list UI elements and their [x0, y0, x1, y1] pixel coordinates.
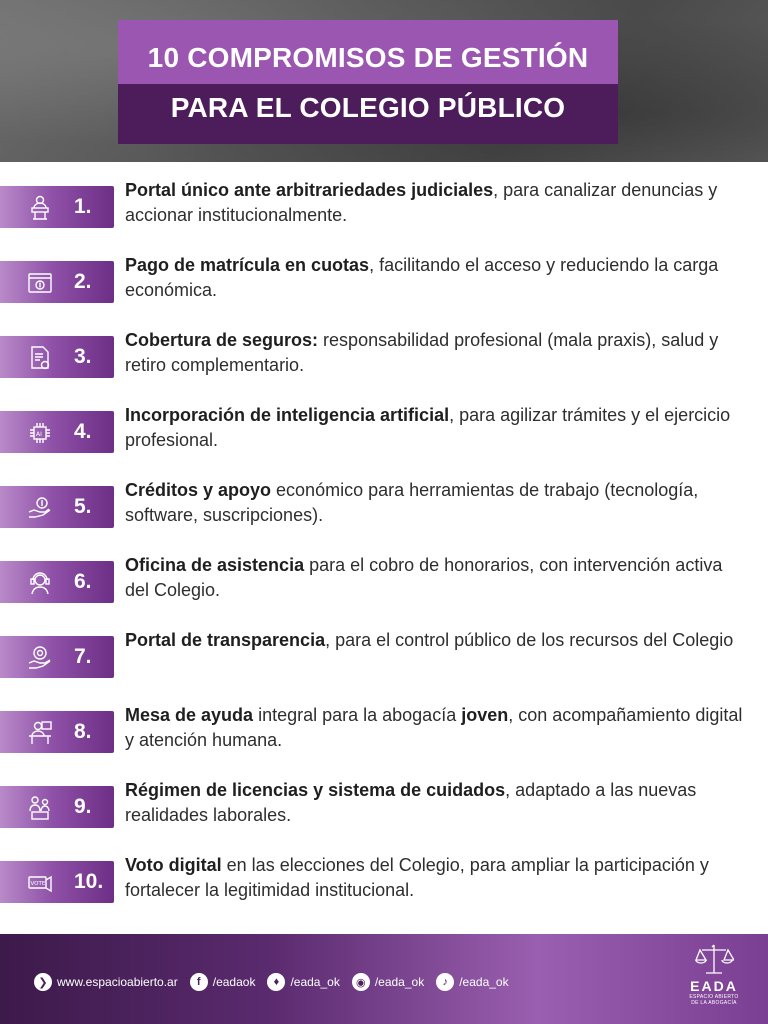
item-bold-text: Cobertura de seguros:	[125, 330, 319, 350]
help-desk-icon	[26, 719, 54, 747]
item-number: 4.	[74, 420, 92, 443]
svg-text:AI: AI	[36, 431, 42, 438]
item-rest-text: en las elecciones del Colegio, para ampliar la participación y fortalecer la legitimidad institucional.	[125, 855, 709, 900]
item-number: 10.	[74, 870, 104, 893]
social-links	[34, 972, 521, 992]
item-badge	[0, 636, 114, 678]
item-badge	[0, 411, 114, 453]
arrow-icon: ❯	[34, 973, 52, 991]
item-text	[125, 703, 750, 753]
item-bold-text: Incorporación de inteligencia artificial	[125, 405, 450, 425]
item-rest-text: , facilitando el acceso y reduciendo la carga económica.	[125, 255, 719, 300]
tiktok-link[interactable]	[436, 973, 508, 991]
money-hand-icon	[26, 494, 54, 522]
list-item	[0, 174, 768, 234]
ai-chip-icon	[26, 419, 54, 447]
item-rest-text: responsabilidad profesional (mala praxis), salud y retiro complementario.	[125, 330, 719, 375]
item-rest-text: económico para herramientas de trabajo (tecnología, software, suscripciones).	[125, 480, 699, 525]
item-mid-text: integral para la abogacía	[253, 705, 462, 725]
item-text	[125, 478, 750, 528]
tiktok-label: /eada_ok	[459, 975, 509, 989]
title-line-1: 10 COMPROMISOS DE GESTIÓN	[118, 20, 618, 84]
item-text	[125, 628, 750, 653]
item-bold-text: Voto digital	[125, 855, 222, 875]
item-number: 7.	[74, 645, 92, 668]
website-label: www.espacioabierto.ar	[57, 975, 178, 989]
item-badge	[0, 336, 114, 378]
item-number: 3.	[74, 345, 92, 368]
header-banner	[0, 0, 768, 162]
facebook-label: /eadaok	[212, 975, 256, 989]
item-text	[125, 553, 750, 603]
eada-logo	[684, 942, 744, 1018]
item-badge	[0, 186, 114, 228]
svg-text:VOTE: VOTE	[30, 881, 46, 887]
care-family-icon	[26, 794, 54, 822]
list-item	[0, 324, 768, 384]
judge-podium-icon	[26, 194, 54, 222]
item-number: 1.	[74, 195, 92, 218]
item-badge	[0, 711, 114, 753]
item-bold-text: Portal único ante arbitrariedades judiciales	[125, 180, 494, 200]
list-item	[0, 699, 768, 759]
item-text	[125, 178, 750, 228]
list-item	[0, 399, 768, 459]
scales-icon	[694, 942, 734, 978]
item-bold-text: Régimen de licencias y sistema de cuidados	[125, 780, 506, 800]
item-bold-text: Portal de transparencia	[125, 630, 326, 650]
item-rest-text: , adaptado a las nuevas realidades laborales.	[125, 780, 697, 825]
list-item	[0, 249, 768, 309]
headset-support-icon	[26, 569, 54, 597]
item-badge	[0, 561, 114, 603]
item-badge	[0, 261, 114, 303]
item-text	[125, 253, 750, 303]
list-item	[0, 774, 768, 834]
list-item	[0, 849, 768, 909]
logo-word: EADA	[690, 978, 738, 994]
list-item	[0, 549, 768, 609]
item-text	[125, 403, 750, 453]
item-bold-text: Pago de matrícula en cuotas	[125, 255, 370, 275]
item-text	[125, 853, 750, 903]
item-rest-text: , con acompañamiento digital y atención humana.	[125, 705, 743, 750]
item-rest-text: , para canalizar denuncias y accionar institucionalmente.	[125, 180, 718, 225]
facebook-link[interactable]	[190, 973, 256, 991]
instagram-label: /eada_ok	[374, 975, 425, 989]
item-text	[125, 328, 750, 378]
vote-phone-icon	[26, 869, 54, 897]
facebook-icon: f	[190, 973, 208, 991]
item-number: 2.	[74, 270, 92, 293]
title-line-2: PARA EL COLEGIO PÚBLICO	[118, 84, 618, 144]
item-badge	[0, 486, 114, 528]
list-item	[0, 624, 768, 684]
item-bold-text: Créditos y apoyo	[125, 480, 272, 500]
tiktok-icon: ♪	[436, 973, 454, 991]
page-title	[118, 20, 618, 144]
item-badge	[0, 786, 114, 828]
item-number: 9.	[74, 795, 92, 818]
payment-card-icon	[26, 269, 54, 297]
item-number: 5.	[74, 495, 92, 518]
twitter-icon: ♦	[267, 973, 285, 991]
logo-subtitle-2: DE LA ABOGACÍA	[691, 1000, 737, 1006]
item-badge	[0, 861, 114, 903]
item-bold-text: Mesa de ayuda	[125, 705, 254, 725]
item-rest-text: para el cobro de honorarios, con intervención activa del Colegio.	[125, 555, 723, 600]
item-bold-text: Oficina de asistencia	[125, 555, 305, 575]
item-rest-text: , para el control público de los recursos del Colegio	[325, 630, 734, 650]
twitter-label: /eada_ok	[290, 975, 340, 989]
insurance-document-icon	[26, 344, 54, 372]
footer	[0, 934, 768, 1024]
item-number: 6.	[74, 570, 92, 593]
instagram-link[interactable]	[352, 973, 424, 991]
website-link[interactable]	[34, 973, 178, 991]
item-text	[125, 778, 750, 828]
logo-subtitle-1: ESPACIO ABIERTO	[689, 994, 739, 1000]
twitter-link[interactable]	[267, 973, 339, 991]
item-number: 8.	[74, 720, 92, 743]
instagram-icon: ◉	[352, 973, 370, 991]
item-rest-text: , para agilizar trámites y el ejercicio profesional.	[125, 405, 731, 450]
transparency-hand-icon	[26, 644, 54, 672]
item-bold-text-2: joven	[461, 705, 509, 725]
list-item	[0, 474, 768, 534]
